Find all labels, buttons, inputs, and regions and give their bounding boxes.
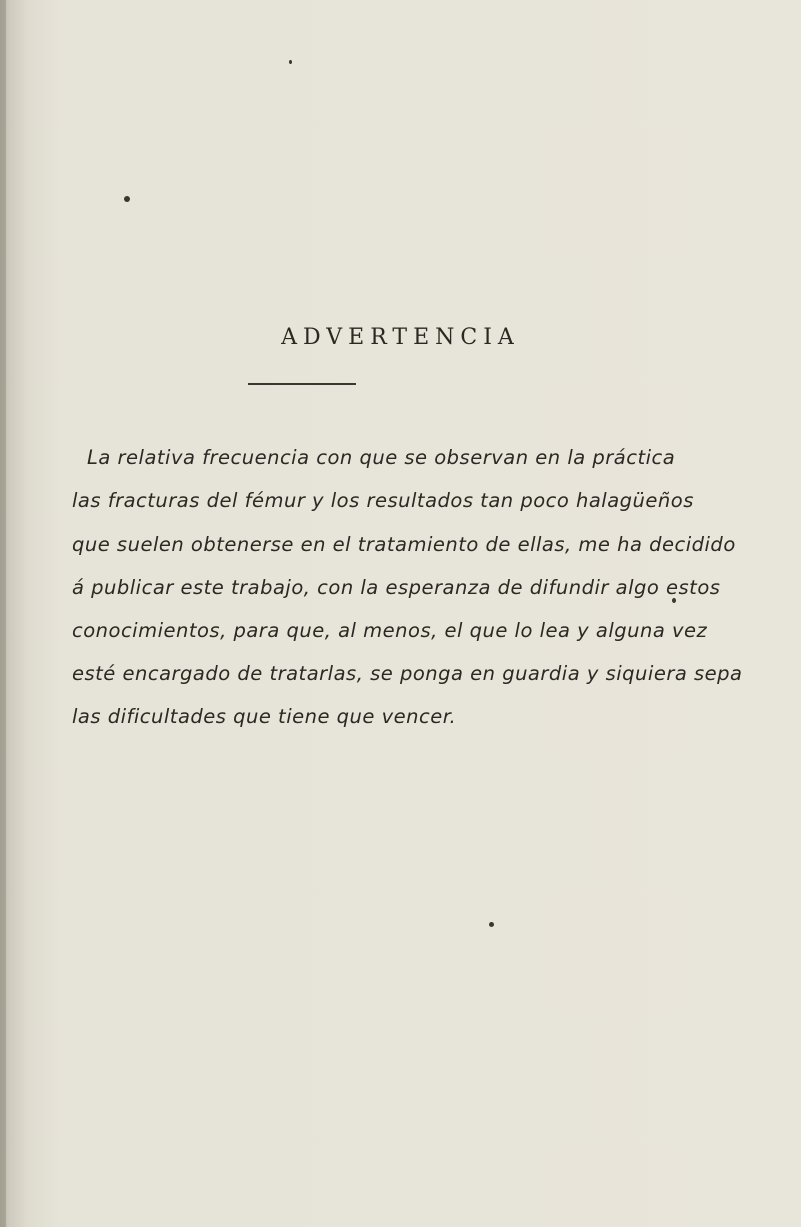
spine-shadow — [0, 0, 6, 1227]
title-rule — [248, 383, 356, 385]
ink-speck — [289, 60, 292, 64]
ink-speck — [124, 196, 130, 202]
paragraph-line: esté encargado de tratarlas, se ponga en guardia y siquiera sepa — [72, 662, 743, 685]
paragraph-line: las fracturas del fémur y los resultados tan poco halagüeños — [72, 489, 694, 512]
paragraph-line: á publicar este trabajo, con la esperanza de difundir algo estos — [72, 576, 721, 599]
paragraph-line: La relativa frecuencia con que se observan en la práctica — [87, 446, 676, 469]
ink-speck — [489, 922, 494, 927]
paragraph-line: conocimientos, para que, al menos, el que lo lea y alguna vez — [72, 619, 708, 642]
paragraph-line: que suelen obtenerse en el tratamiento de ellas, me ha decidido — [72, 533, 736, 556]
page-title: ADVERTENCIA — [281, 325, 520, 350]
paragraph-line: las dificultades que tiene que vencer. — [72, 705, 457, 728]
